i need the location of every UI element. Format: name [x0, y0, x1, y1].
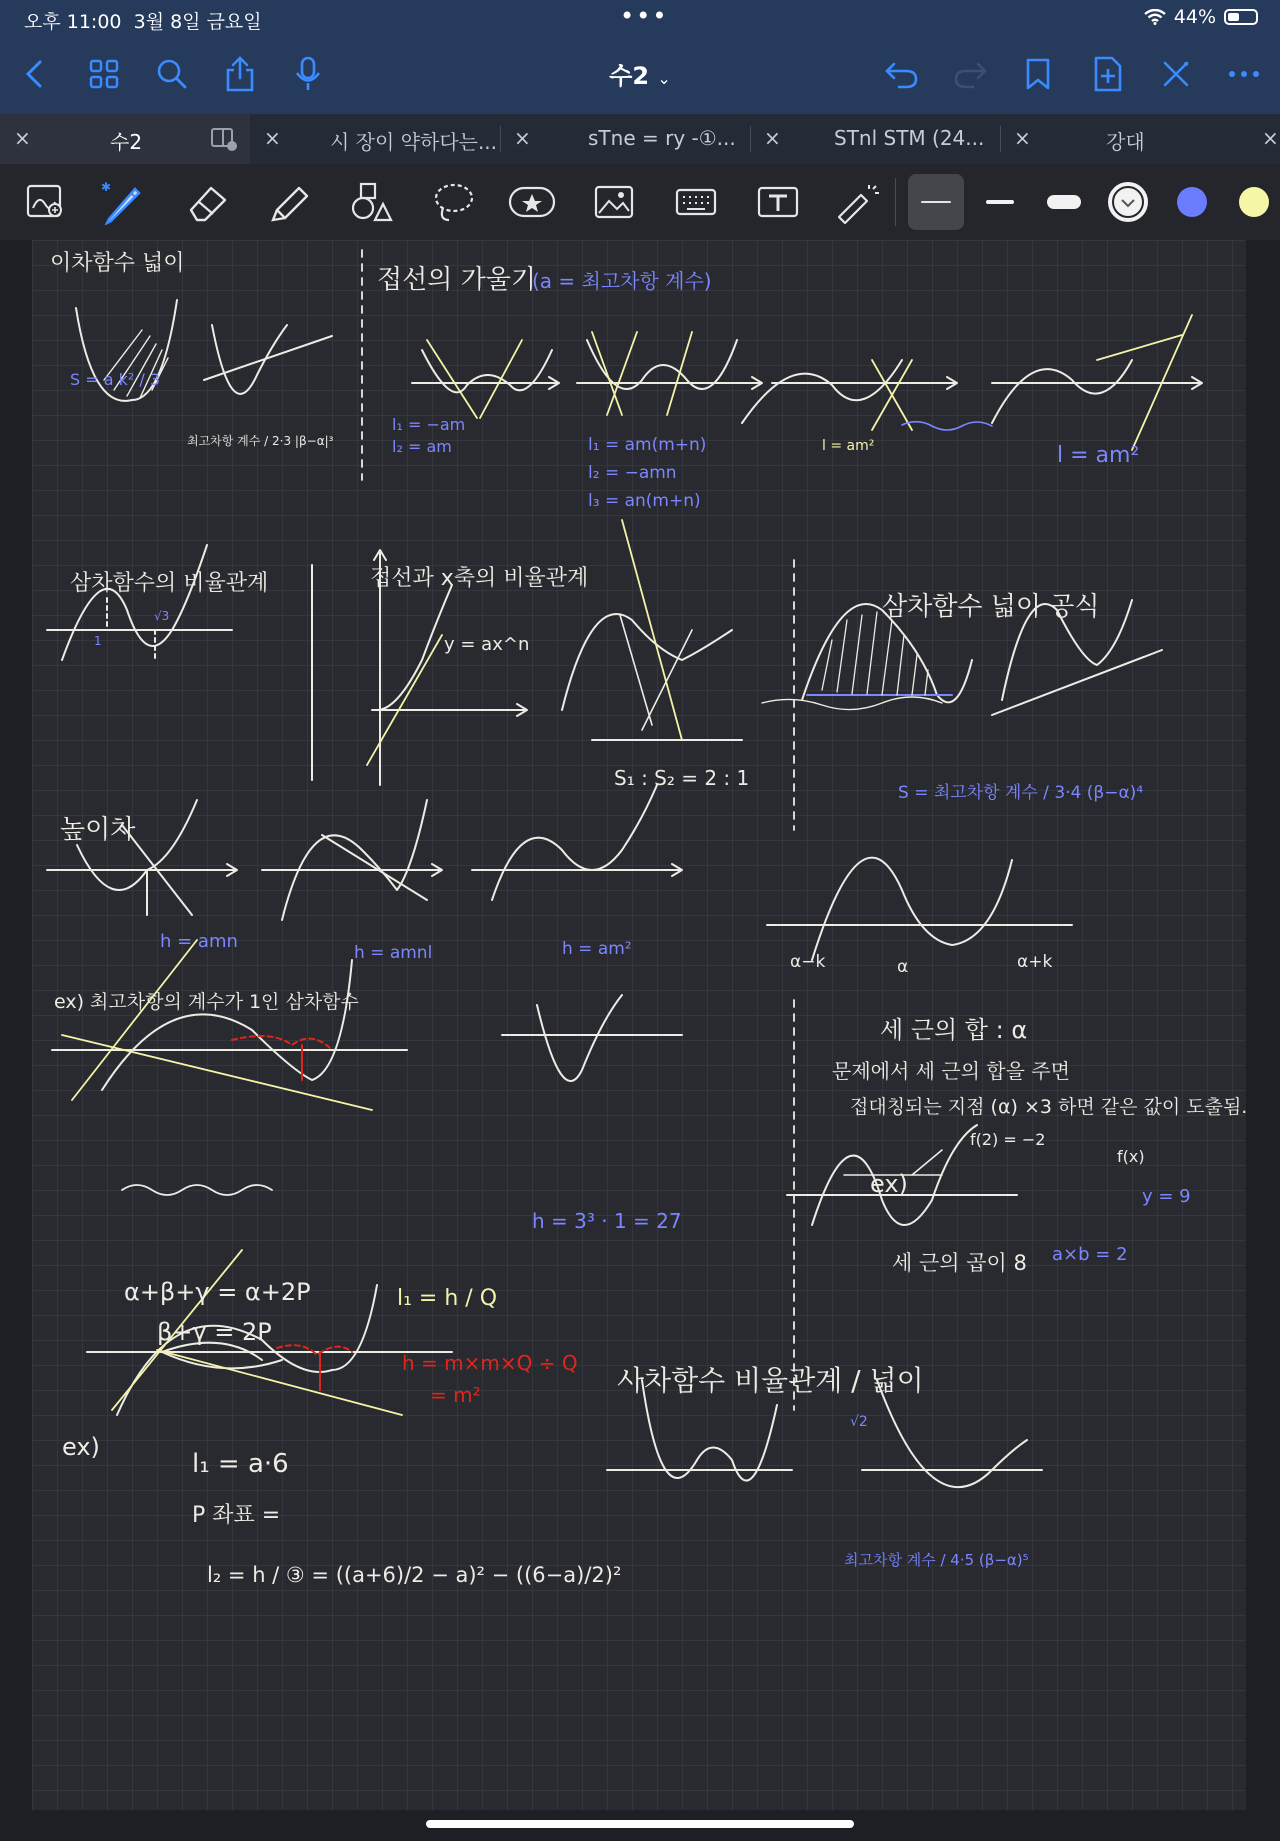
s2-l2b: l₂ = −amn: [588, 463, 677, 483]
s8-label-a-k: α−k: [790, 952, 826, 972]
handwritten-notes: [32, 240, 1246, 1810]
s10-title: 사차함수 비율관계 / 넓이: [617, 1364, 924, 1397]
s8-axb: a×b = 2: [1052, 1244, 1128, 1265]
s2-l1: l₁ = −am: [392, 415, 466, 434]
s2-title: 접선의 가울기: [377, 265, 536, 295]
s6-title: 높이차: [60, 815, 136, 845]
tab-label: 강대: [1106, 130, 1145, 154]
tab-bar: [0, 114, 1280, 164]
sticker-icon[interactable]: [504, 174, 560, 230]
tab-3[interactable]: [500, 114, 750, 164]
lasso-icon[interactable]: [426, 174, 482, 230]
s2-l2: l₂ = am: [392, 437, 452, 456]
toolbar-divider: [895, 178, 896, 226]
s6-h3: h = am²: [562, 939, 632, 959]
s6-h2: h = amnl: [354, 943, 433, 963]
add-page-icon[interactable]: [1086, 52, 1130, 96]
s3-ratio-1: 1: [94, 634, 102, 648]
s9-l1: l₁ = a·6: [192, 1449, 289, 1479]
tab-close-icon[interactable]: ×: [1014, 126, 1031, 150]
tab-label: 시 장이 약하다는...: [330, 130, 498, 154]
tab-label: sTne = ry -①...: [588, 126, 736, 150]
s8-sum: 세 근의 합 : α: [880, 1016, 1028, 1044]
s2-am2-a: l = am²: [822, 438, 875, 454]
tab-4[interactable]: [750, 114, 1000, 164]
s7-eq2: β+γ = 2P: [157, 1318, 272, 1346]
top-toolbar: [0, 38, 1280, 114]
undo-icon[interactable]: [880, 52, 924, 96]
s4-eq: y = ax^n: [444, 634, 530, 655]
grid-icon[interactable]: [82, 52, 126, 96]
tab-label: 수2: [110, 130, 143, 154]
s8-text2: 접대칭되는 지점 (α) ×3 하면 같은 값이 도출됨.: [850, 1096, 1246, 1118]
multitask-dots[interactable]: •••: [620, 2, 669, 30]
image-icon[interactable]: [586, 174, 642, 230]
s5-title: 삼차함수 넓이 공식: [882, 592, 1100, 622]
chevron-down-icon: ⌄: [657, 69, 671, 88]
pen-toolbar: [0, 164, 1280, 240]
color-white-swatch[interactable]: [1100, 174, 1156, 230]
s8-f2: f(2) = −2: [970, 1130, 1046, 1149]
s8-label-a: α: [897, 957, 909, 977]
tab-label: STnl STM (24...: [834, 126, 985, 150]
bookmark-icon[interactable]: [1016, 52, 1060, 96]
s7-l1: l₁ = h / Q: [397, 1286, 498, 1311]
tab-close-icon[interactable]: ×: [264, 126, 281, 150]
s10-formula: 최고차항 계수 / 4·5 (β−α)⁵: [844, 1551, 1029, 1569]
note-text: [50, 251, 1246, 1587]
more-icon[interactable]: [1222, 52, 1266, 96]
home-indicator[interactable]: [426, 1820, 854, 1828]
stroke-thick-option[interactable]: [1036, 174, 1092, 230]
color-blue-swatch[interactable]: [1164, 174, 1220, 230]
s2-am2-b: l = am²: [1057, 443, 1140, 468]
wifi-icon: [1144, 9, 1166, 25]
tangent-slope-sketches: [412, 340, 1202, 423]
s4-title: 접선과 x축의 비율관계: [370, 566, 589, 591]
s8-ex: ex): [870, 1170, 908, 1198]
status-time: 오후 11:00 3월 8일 금요일: [24, 11, 262, 33]
text-box-icon[interactable]: [750, 174, 806, 230]
split-view-icon[interactable]: [210, 126, 238, 152]
s2-l1b: l₁ = am(m+n): [588, 435, 707, 455]
s8-y9: y = 9: [1142, 1186, 1191, 1207]
tab-close-icon[interactable]: ×: [514, 126, 531, 150]
tab-5[interactable]: [1000, 114, 1280, 164]
s8-text1: 문제에서 세 근의 합을 주면: [832, 1059, 1070, 1083]
pen-icon[interactable]: [96, 174, 152, 230]
tab-close-icon[interactable]: ×: [14, 126, 31, 150]
s3-title: 삼차함수의 비율관계: [70, 571, 269, 596]
tab-1[interactable]: [0, 114, 250, 164]
s6-h1: h = amn: [160, 931, 238, 952]
s2-l3b: l₃ = an(m+n): [588, 491, 701, 511]
s8-label-a-plus-k: α+k: [1017, 952, 1053, 972]
svg-text:✱: ✱: [101, 180, 112, 194]
lasso-zoom-icon[interactable]: [18, 174, 74, 230]
eraser-icon[interactable]: [180, 174, 236, 230]
s2-note: (a = 최고차항 계수): [532, 269, 712, 293]
document-title[interactable]: 수2 ⌄: [609, 62, 671, 90]
s9-ex: ex): [62, 1433, 100, 1461]
example-cubic-sketch: [52, 960, 682, 1090]
s4-ratio: S₁ : S₂ = 2 : 1: [614, 766, 750, 790]
s7-title: ex) 최고차항의 계수가 1인 삼차함수: [54, 991, 359, 1013]
s10-sqrt2: √2: [850, 1414, 868, 1430]
shapes-icon[interactable]: [344, 174, 400, 230]
s5-formula: S = 최고차항 계수 / 3·4 (β−α)⁴: [898, 783, 1144, 803]
height-difference-sketch: [47, 785, 682, 920]
s8-prod: 세 근의 곱이 8: [892, 1251, 1027, 1275]
stroke-thin-option[interactable]: [908, 174, 964, 230]
tab-close-icon[interactable]: ×: [764, 126, 781, 150]
s7-h27: h = 3³ · 1 = 27: [532, 1209, 682, 1233]
highlighter-icon[interactable]: [262, 174, 318, 230]
s7-eq1: α+β+γ = α+2P: [124, 1278, 311, 1306]
status-bar: [0, 0, 1280, 38]
stroke-medium-option[interactable]: [972, 174, 1028, 230]
note-canvas[interactable]: [32, 240, 1246, 1810]
search-icon[interactable]: [150, 52, 194, 96]
tab-close-icon[interactable]: ×: [1262, 126, 1279, 150]
microphone-icon[interactable]: [286, 52, 330, 96]
s9-p: P 좌표 =: [192, 1503, 281, 1528]
s1-formula: 최고차항 계수 / 2·3 |β−α|³: [187, 434, 334, 448]
redo-icon[interactable]: [948, 52, 992, 96]
s3-ratio-sqrt3: √3: [154, 609, 170, 623]
keyboard-icon[interactable]: [668, 174, 724, 230]
s8-fx: f(x): [1117, 1147, 1145, 1166]
color-yellow-swatch[interactable]: [1226, 174, 1280, 230]
share-icon[interactable]: [218, 52, 262, 96]
s1-title: 이차함수 넓이: [50, 251, 185, 276]
battery-percent: 44%: [1173, 6, 1216, 28]
cubic-ratio-sketch: [47, 545, 232, 660]
tab-2[interactable]: [250, 114, 500, 164]
laser-pointer-icon[interactable]: [828, 174, 884, 230]
s1-area: S = a k² / 3: [70, 370, 161, 389]
s7-h: h = m×m×Q ÷ Q: [402, 1351, 578, 1375]
battery-icon: [1224, 9, 1258, 25]
back-icon[interactable]: [12, 52, 56, 96]
close-pen-icon[interactable]: [1154, 52, 1198, 96]
s9-l2: l₂ = h / ③ = ((a+6)/2 − a)² − ((6−a)/2)²: [207, 1563, 622, 1587]
s7-m2: = m²: [430, 1383, 481, 1407]
